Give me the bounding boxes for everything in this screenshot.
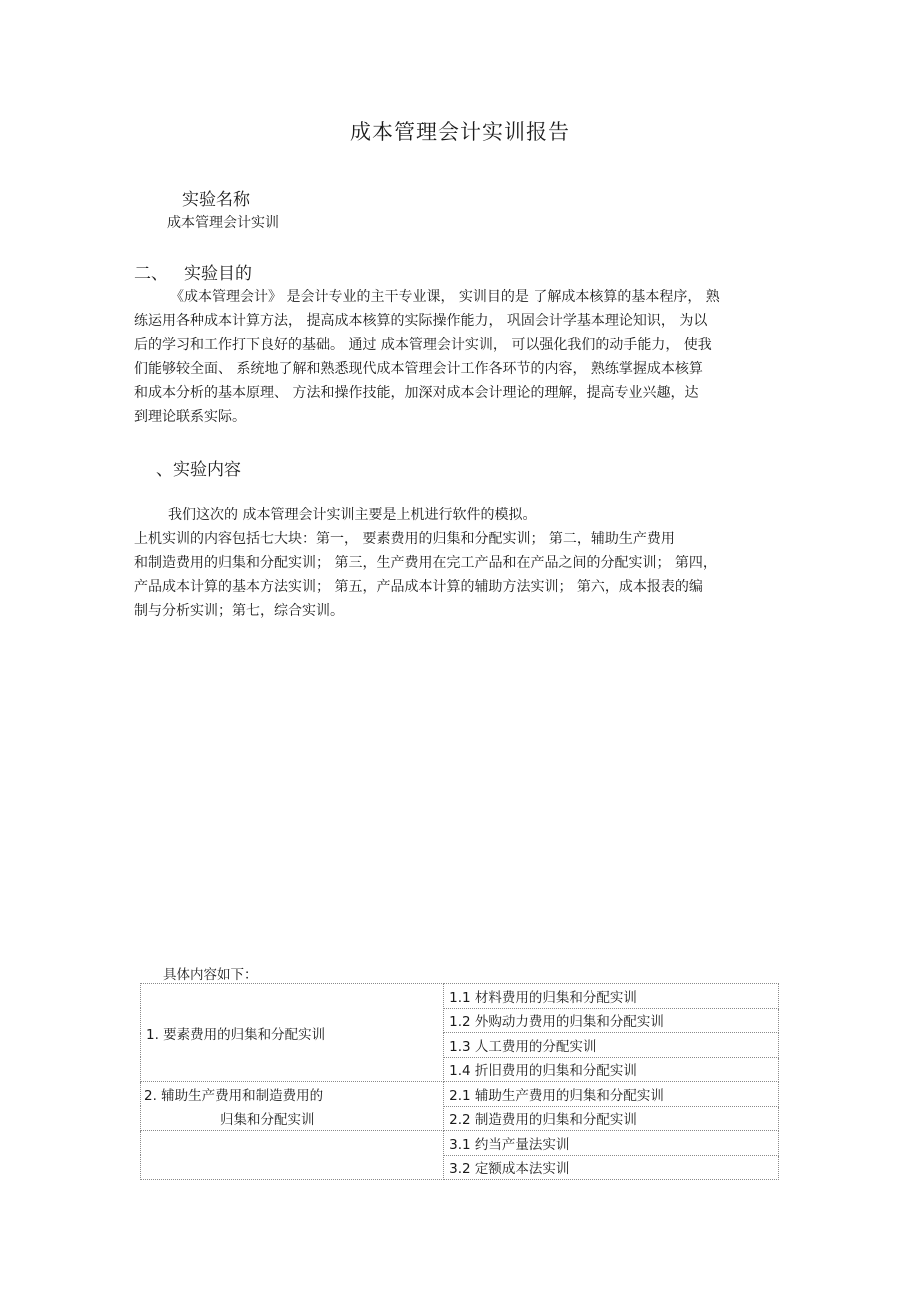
group2-label-line1: 2. 辅助生产费用和制造费用的 <box>144 1088 324 1104</box>
table-cell: 3.1 约当产量法实训 <box>444 1131 779 1156</box>
report-title: 成本管理会计实训报告 <box>350 120 570 144</box>
group2-label-line2: 归集和分配实训 <box>220 1112 315 1128</box>
content-table <box>140 983 779 1180</box>
section3-line: 产品成本计算的基本方法实训； 第五，产品成本计算的辅助方法实训； 第六，成本报表的编 <box>134 579 703 595</box>
table-cell: 1.2 外购动力费用的归集和分配实训 <box>444 1008 779 1033</box>
section2-line: 和成本分析的基本原理、 方法和操作技能，加深对成本会计理论的理解，提高专业兴趣，达 <box>134 385 699 401</box>
section3-heading: 、实验内容 <box>156 460 241 480</box>
table-intro: 具体内容如下： <box>163 967 258 983</box>
section2-line: 《成本管理会计》 是会计专业的主干专业课， 实训目的是 了解成本核算的基本程序， 熟 <box>170 289 720 305</box>
section3-line: 和制造费用的归集和分配实训； 第三，生产费用在完工产品和在产品之间的分配实训； 第四， <box>134 555 717 571</box>
section2-line: 到理论联系实际。 <box>134 409 246 425</box>
section1-heading: 实验名称 <box>182 190 250 210</box>
group2-label <box>141 1082 444 1131</box>
group1-label: 1. 要素费用的归集和分配实训 <box>141 984 444 1082</box>
table-cell: 1.3 人工费用的分配实训 <box>444 1033 779 1058</box>
section1-content: 成本管理会计实训 <box>167 215 279 231</box>
table-cell: 1.4 折旧费用的归集和分配实训 <box>444 1057 779 1082</box>
table-row <box>141 1131 779 1156</box>
section2-line: 们能够较全面、 系统地了解和熟悉现代成本管理会计工作各环节的内容， 熟练掌握成本核算 <box>134 361 703 377</box>
section2-heading: 实验目的 <box>184 264 252 284</box>
section2-line: 后的学习和工作打下良好的基础。 通过 成本管理会计实训， 可以强化我们的动手能力， 使我 <box>134 337 712 353</box>
group3-label <box>141 1131 444 1180</box>
section3-line: 我们这次的 成本管理会计实训主要是上机进行软件的模拟。 <box>168 507 537 523</box>
table-cell: 2.1 辅助生产费用的归集和分配实训 <box>444 1082 779 1107</box>
section3-line: 上机实训的内容包括七大块：第一， 要素费用的归集和分配实训； 第二，辅助生产费用 <box>134 531 675 547</box>
table-cell: 3.2 定额成本法实训 <box>444 1155 779 1180</box>
table-cell: 2.2 制造费用的归集和分配实训 <box>444 1106 779 1131</box>
table-row <box>141 1082 779 1107</box>
table-row <box>141 984 779 1009</box>
section2-number: 二、 <box>134 264 168 284</box>
section2-line: 练运用各种成本计算方法， 提高成本核算的实际操作能力， 巩固会计学基本理论知识， 为以 <box>134 313 708 329</box>
table-cell: 1.1 材料费用的归集和分配实训 <box>444 984 779 1009</box>
section3-line: 制与分析实训；第七，综合实训。 <box>134 603 344 619</box>
